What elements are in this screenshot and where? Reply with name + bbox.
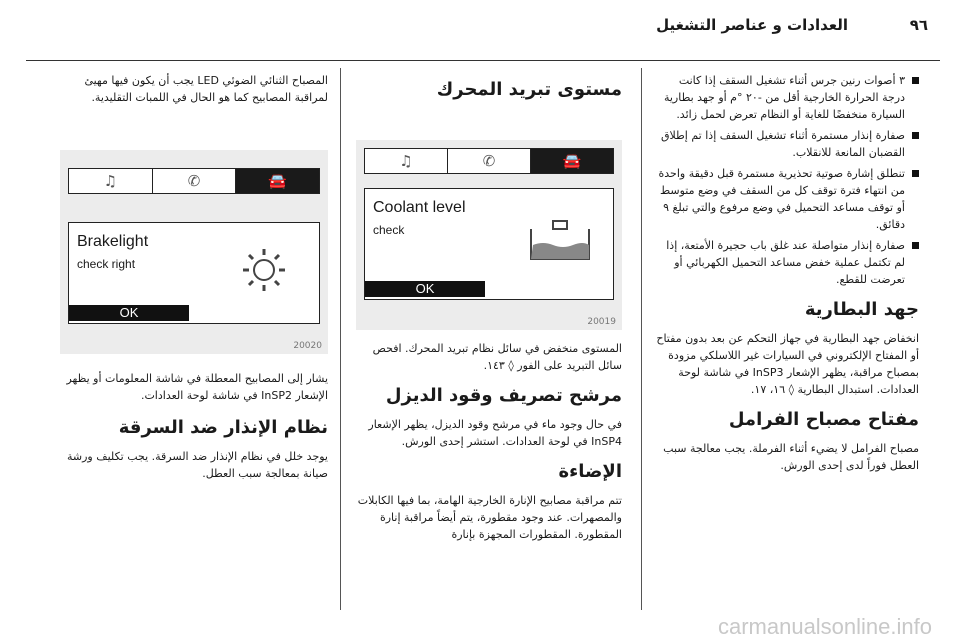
battery-text: انخفاض جهد البطارية في جهاز التحكم عن بعد بدون مفتاح أو المفتاح الإلكتروني في السيارات غير اللاسلكي مزودة بمصباح مراقبة، يظهر الإشعار InSP3 في شاشة لوحة العدادات. استبدال البطارية ◊ ١٦، ١٧. xyxy=(656,332,919,396)
display-screen xyxy=(68,222,320,324)
page-number: ٩٦ xyxy=(909,16,928,34)
column-divider-left xyxy=(340,68,341,610)
diesel-filter-text: في حال وجود ماء في مرشح وقود الديزل، يظهر الإشعار InSP4 في لوحة العدادات. استشر إحدى الورش. xyxy=(368,418,622,448)
page-header xyxy=(0,14,960,44)
car-icon: 🚘 xyxy=(236,169,319,193)
section-heading-diesel-filter: مرشح تصريف وقود الديزل xyxy=(385,385,622,406)
display-title: Coolant level xyxy=(373,199,466,216)
music-note-icon: ♫ xyxy=(365,149,448,173)
brakelight-display-figure xyxy=(60,150,328,354)
section-heading-coolant: مستوى تبريد المحرك xyxy=(436,79,622,100)
ok-button-label: OK xyxy=(69,305,189,321)
right-column xyxy=(655,72,919,480)
left-column-lower xyxy=(60,370,328,488)
coolant-text: المستوى منخفض في سائل نظام تبريد المحرك. افحص سائل التبريد على الفور ◊ ١٤٣. xyxy=(372,342,622,372)
display-screen xyxy=(364,188,614,300)
led-text: المصباح الثنائي الضوئي LED يجب أن يكون فيها مهيئ لمراقبة المصابيح كما هو الحال في اللمبات التقليدية. xyxy=(84,74,328,104)
display-tabs xyxy=(68,168,320,194)
anti-theft-text: يوجد خلل في نظام الإنذار ضد السرقة. يجب تكليف ورشة صيانة بمعالجة سبب العطل. xyxy=(66,450,328,480)
section-heading-brake-switch: مفتاح مصباح الفرامل xyxy=(728,409,919,430)
bulb-icon xyxy=(239,245,289,295)
display-tabs xyxy=(364,148,614,174)
lighting-text: تتم مراقبة مصابيح الإنارة الخارجية الهامة، بما فيها الكابلات والمصهرات. عند وجود مقطورة، يتم أيضاً مراقبة إنارة المقطورة. المقطورات المجهزة بإنارة xyxy=(357,494,622,541)
warning-list xyxy=(655,72,919,288)
phone-icon: ✆ xyxy=(448,149,531,173)
coolant-reservoir-icon xyxy=(525,219,595,263)
brakelight-text: يشار إلى المصابيح المعطلة في شاشة المعلومات أو يظهر الإشعار InSP2 في شاشة لوحة العدادات. xyxy=(66,372,328,402)
display-subtitle: check xyxy=(373,223,405,237)
column-divider-right xyxy=(641,68,642,610)
music-note-icon: ♫ xyxy=(69,169,153,193)
display-title: Brakelight xyxy=(77,233,149,250)
page-title: العدادات و عناصر التشغيل xyxy=(656,16,848,34)
section-heading-lighting: الإضاءة xyxy=(558,461,622,482)
phone-icon: ✆ xyxy=(153,169,237,193)
figure-number: 20019 xyxy=(587,317,616,327)
watermark: carmanualsonline.info xyxy=(717,614,932,639)
list-item: صفارة إنذار مستمرة أثناء تشغيل السقف إذا تم إطلاق القضبان المانعة للانقلاب. xyxy=(655,127,919,161)
list-item: ٣ أصوات رنين جرس أثناء تشغيل السقف إذا كانت درجة الحرارة الخارجية أقل من -٢٠ °م أو جهد بطارية السيارة منخفضًا للغاية أو النظام تعرض لحمل زائد. xyxy=(655,72,919,123)
middle-column xyxy=(356,78,622,110)
coolant-display-figure xyxy=(356,140,622,330)
car-icon: 🚘 xyxy=(531,149,613,173)
display-subtitle: check right xyxy=(77,257,136,271)
ok-button-label: OK xyxy=(365,281,485,297)
header-divider xyxy=(26,60,940,61)
middle-column-lower xyxy=(356,340,622,549)
left-column xyxy=(60,72,328,112)
section-heading-battery: جهد البطارية xyxy=(804,299,919,320)
figure-number: 20020 xyxy=(293,341,322,351)
section-heading-anti-theft: نظام الإنذار ضد السرقة xyxy=(118,417,328,438)
list-item: صفارة إنذار متواصلة عند غلق باب حجيرة الأمتعة، إذا لم تكتمل عملية خفض مساعد التحميل الكهربائي أو تعرضت للقطع. xyxy=(655,237,919,288)
brake-switch-text: مصباح الفرامل لا يضيء أثناء الفرملة. يجب معالجة سبب العطل فوراً لدى إحدى الورش. xyxy=(663,442,919,472)
list-item: تنطلق إشارة صوتية تحذيرية مستمرة قبل دقيقة واحدة من انتهاء فترة توقف كل من السقف في وضع متوسط أو توقف مساعد التحميل في وضع مرفوع والتي تبلغ ٩ دقائق. xyxy=(655,165,919,233)
